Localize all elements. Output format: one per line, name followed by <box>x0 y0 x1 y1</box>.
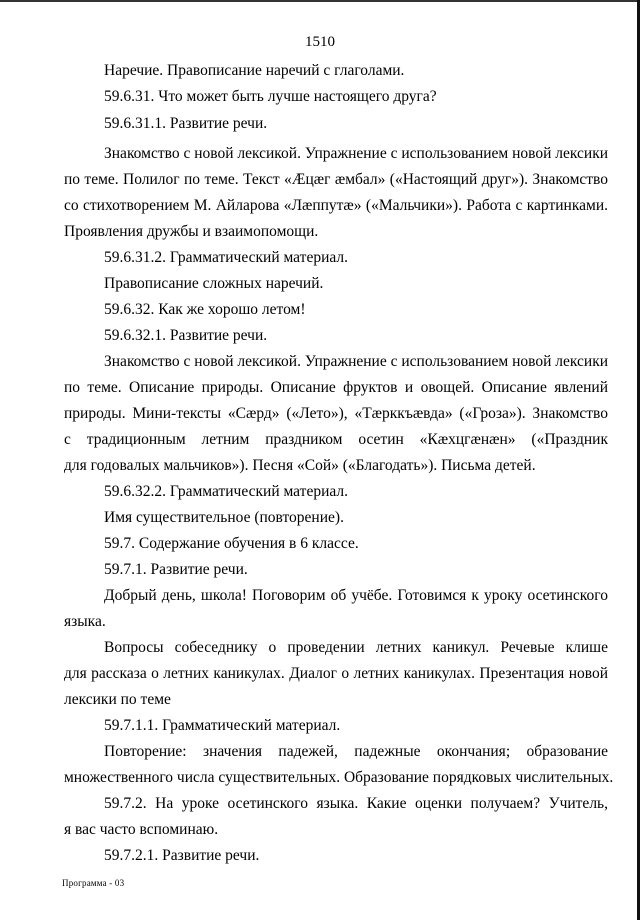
text-line: Вопросы собеседнику о проведении летних каникул. Речевые клише <box>104 639 608 656</box>
scan-border-top <box>0 0 640 2</box>
text-line: Добрый день, школа! Поговорим об учёбе. Готовимся к уроку осетинского <box>104 587 608 604</box>
text-line: со стихотворением М. Айларова «Лæппутæ» («Мальчики»). Работа с картинками. <box>64 197 608 214</box>
text-line: я вас часто вспоминаю. <box>64 821 219 838</box>
text-line: Знакомство с новой лексикой. Упражнение с использованием новой лексики <box>104 353 609 370</box>
text-line: с традиционным летним праздником осетин «Кæхцгæнæн» («Праздник <box>64 431 608 448</box>
text-line: 59.6.31.1. Развитие речи. <box>104 115 268 132</box>
text-line: Имя существительное (повторение). <box>104 509 344 526</box>
text-line: 59.6.32.2. Грамматический материал. <box>104 483 348 500</box>
text-line: 59.7.1.1. Грамматический материал. <box>104 717 341 734</box>
text-line: 59.6.32.1. Развитие речи. <box>104 327 268 344</box>
text-line: по теме. Описание природы. Описание фруктов и овощей. Описание явлений <box>64 379 608 396</box>
text-line: множественного числа существительных. Образование порядковых числительных. <box>64 769 614 786</box>
text-line: Правописание сложных наречий. <box>104 275 324 292</box>
text-line: языка. <box>64 613 106 630</box>
text-line: природы. Мини-тексты «Сæрд» («Лето»), «Тæрккъæвда» («Гроза»). Знакомство <box>64 405 608 422</box>
footer-label: Программа - 03 <box>62 878 125 888</box>
text-line: 59.6.31. Что может быть лучше настоящего друга? <box>104 88 437 105</box>
text-line: 59.7.2.1. Развитие речи. <box>104 847 260 864</box>
text-line: 59.7.2. На уроке осетинского языка. Какие оценки получаем? Учитель, <box>104 795 608 812</box>
text-line: Знакомство с новой лексикой. Упражнение с использованием новой лексики <box>104 145 609 162</box>
text-line: Наречие. Правописание наречий с глаголами. <box>104 62 405 79</box>
text-line: 59.7.1. Развитие речи. <box>104 561 248 578</box>
text-line: 59.7. Содержание обучения в 6 классе. <box>104 535 359 552</box>
text-line: для рассказа о летних каникулах. Диалог о летних каникулах. Презентация новой <box>64 665 608 682</box>
text-line: лексики по теме <box>64 691 171 708</box>
text-line: 59.6.31.2. Грамматический материал. <box>104 249 348 266</box>
text-line: Повторение: значения падежей, падежные окончания; образование <box>104 743 608 760</box>
text-line: 59.6.32. Как же хорошо летом! <box>104 301 306 318</box>
text-line: по теме. Полилог по теме. Текст «Æцæг æмбал» («Настоящий друг»). Знакомство <box>64 171 608 188</box>
text-line: Проявления дружбы и взаимопомощи. <box>64 223 319 240</box>
page-number: 1510 <box>305 34 335 50</box>
text-line: для годовалых мальчиков»). Песня «Сой» («Благодать»). Письма детей. <box>64 457 536 474</box>
